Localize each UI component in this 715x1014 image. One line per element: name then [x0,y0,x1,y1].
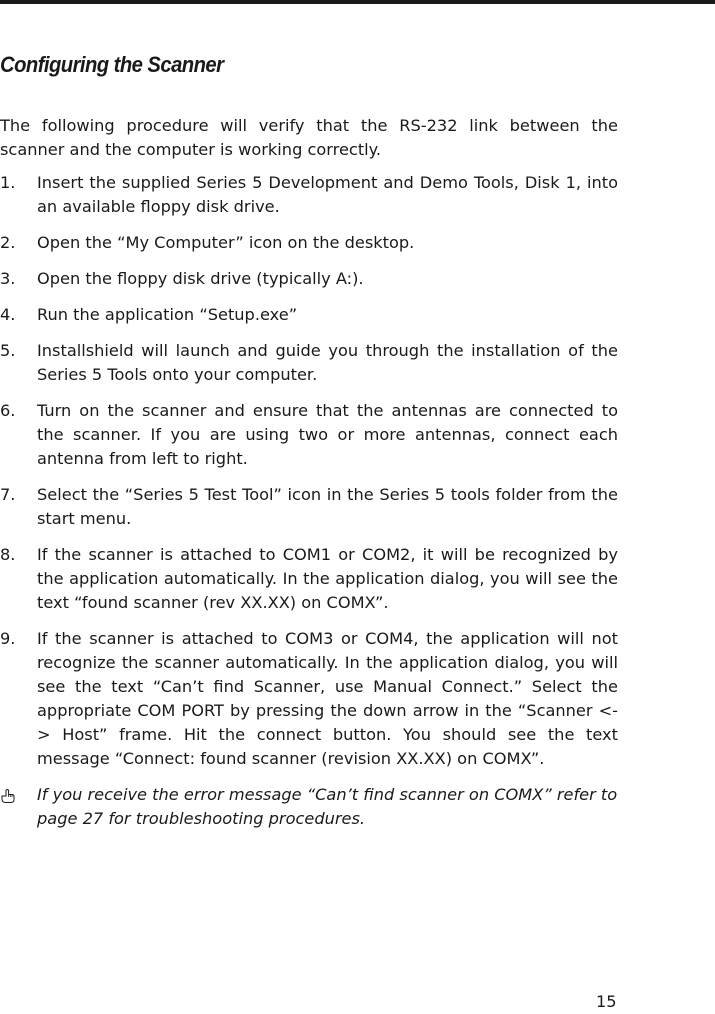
intro-paragraph: The following procedure will verify that the RS-232 link between the scanner and the computer is working correctly. [0,116,618,159]
step-text: Run the application “Setup.exe” [37,305,298,324]
list-item [0,483,618,531]
step-text: Insert the supplied Series 5 Development and Demo Tools, Disk 1, into an available floppy disk drive. [37,173,618,216]
list-item [0,399,618,471]
troubleshooting-note [0,783,618,831]
page-number: 15 [596,992,617,1011]
step-text: If the scanner is attached to COM3 or COM4, the application will not recognize the scanner automatically. In the application dialog, you will see the text “Can’t find Scanner, use Manual Connect.” Select the appropriate COM PORT by pressing the down arrow in the “Scanner <-> Host” frame. Hit the connect button. You should see the text message “Connect: found scanner (revision XX.XX) on COMX”. [37,629,618,768]
step-number: 1. [0,173,16,192]
step-text: Open the “My Computer” icon on the desktop. [37,233,415,252]
step-number: 4. [0,305,16,324]
pointing-hand-icon [0,783,37,831]
list-item [0,543,618,615]
step-text: Turn on the scanner and ensure that the antennas are connected to the scanner. If you are using two or more antennas, connect each antenna from left to right. [37,401,618,468]
step-text: If the scanner is attached to COM1 or COM2, it will be recognized by the application automatically. In the application dialog, you will see the text “found scanner (rev XX.XX) on COMX”. [37,545,618,612]
list-item [0,303,618,327]
list-item [0,267,618,291]
note-text: If you receive the error message “Can’t find scanner on COMX” refer to page 27 for troubleshooting procedures. [37,785,618,828]
list-item [0,171,618,219]
step-text: Select the “Series 5 Test Tool” icon in the Series 5 tools folder from the start menu. [37,485,618,528]
step-number: 9. [0,629,16,648]
step-number: 6. [0,401,16,420]
step-number: 2. [0,233,16,252]
step-number: 3. [0,269,16,288]
list-item [0,231,618,255]
step-number: 8. [0,545,16,564]
top-rule [0,0,715,4]
procedure-steps [0,171,618,771]
page-title: Configuring the Scanner [0,52,224,77]
step-number: 7. [0,485,16,504]
document-body [0,114,618,831]
list-item [0,339,618,387]
list-item [0,627,618,771]
step-number: 5. [0,341,16,360]
step-text: Installshield will launch and guide you through the installation of the Series 5 Tools onto your computer. [37,341,618,384]
step-text: Open the floppy disk drive (typically A:). [37,269,364,288]
